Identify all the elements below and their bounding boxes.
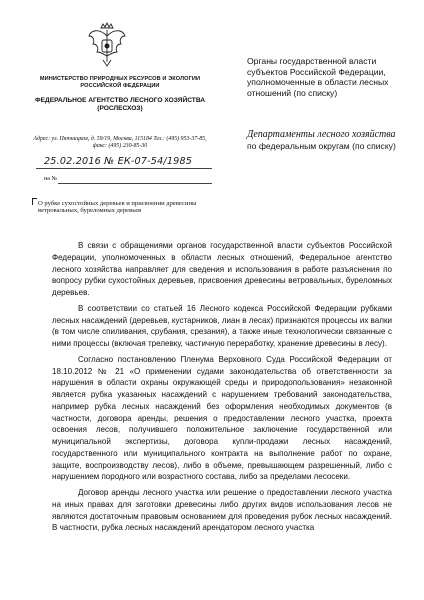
- addressee-dept-title: Департаменты лесного хозяйства: [247, 129, 396, 140]
- handwritten-registration: 25.02.2016 № ЕК-07-54/1985: [44, 156, 193, 167]
- body-paragraph-3: Согласно постановлению Пленума Верховного Суда Российской Федерации от 18.10.2012 № 21 «О применении судами законодательства об ответственности за нарушения в области охраны окружающей среды и природопользования» незаконной является рубка указанных насаждений с нарушением требований законодательства, например рубка лесных насаждений без оформления необходимых документов (в частности, договора аренды, решения о предоставлении лесного участка, проекта освоения лесов, получившего положительное заключение государственной или муниципальной экспертизы, договора купли-продажи лесных насаждений, государственного или муниципального контракта на выполнение работ по охране, защите, воспроизводству лесов), либо в объеме, превышающем разрешенный, либо с нарушением породного или возрастного состава, либо за пределами лесосеки.: [52, 354, 392, 482]
- addressee-dept-detail: по федеральным округам (по списку): [247, 140, 396, 151]
- registration-line: [36, 158, 212, 170]
- agency-address: Адрес: ул. Пятницкая, д. 59/19, Москва, 115184 Тел.: (495) 953-37-85, факс: (495) 230-85-30: [33, 136, 207, 150]
- letter-subject: О рубке сухостойных деревьев и присвоении древесины ветровальных, буреломных деревьев: [38, 200, 197, 215]
- reference-label: на №: [44, 176, 58, 182]
- reference-line: [36, 176, 212, 186]
- subject-bracket: [32, 198, 37, 205]
- coat-of-arms-emblem: [87, 22, 127, 68]
- agency-name: ФЕДЕРАЛЬНОЕ АГЕНТСТВО ЛЕСНОГО ХОЗЯЙСТВА (РОСЛЕСХОЗ): [34, 97, 206, 113]
- letter-body: [52, 240, 392, 534]
- reference-underline: [58, 183, 212, 184]
- addressee-block: Органы государственной власти субъектов Российской Федерации, уполномоченные в области лесных отношений (по списку): [247, 56, 389, 98]
- addressee-departments: [247, 130, 417, 151]
- ministry-name: МИНИСТЕРСТВО ПРИРОДНЫХ РЕСУРСОВ И ЭКОЛОГИИ РОССИЙСКОЙ ФЕДЕРАЦИИ: [39, 76, 201, 89]
- registration-underline: [36, 168, 212, 169]
- body-paragraph-4: Договор аренды лесного участка или решение о предоставлении лесного участка на иных правах для заготовки древесины либо других видов использования лесов не являются достаточным правовым основанием для проведения рубок лесных насаждений. В частности, рубка лесных насаждений арендатором лесного участка: [52, 488, 392, 533]
- body-paragraph-2: В соответствии со статьей 16 Лесного кодекса Российской Федерации рубками лесных насаждений (деревьев, кустарников, лиан в лесах) признаются процессы их валки (в том числе спиливания, срубания, срезания), а также иные технологически связанные с ними процессы (включая трелевку, частичную переработку, хранение древесины в лесу).: [52, 303, 392, 348]
- body-paragraph-1: В связи с обращениями органов государственной власти субъектов Российской Федерации, уполномоченных в области лесных отношений, Федеральное агентство лесного хозяйства направляет для сведения и использования в работе разъяснения по вопросу рубки сухостойных деревьев, присвоения древесины ветровальных, буреломных деревьев.: [52, 241, 392, 297]
